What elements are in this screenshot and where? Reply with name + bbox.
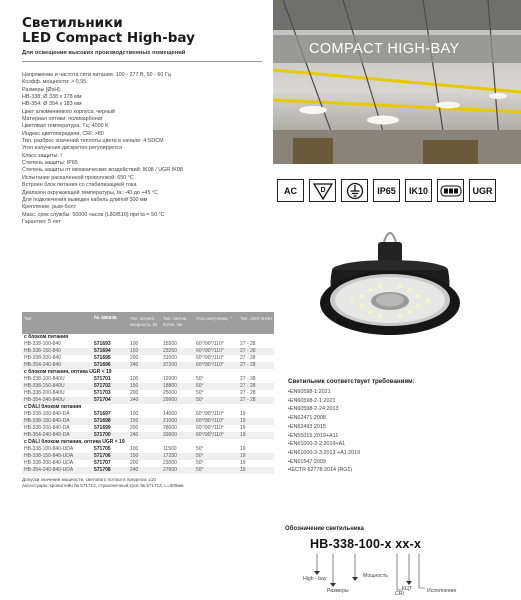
- standard-item: •IECTR 62778:2014 (RG1): [288, 467, 353, 474]
- table-group-row: [22, 369, 274, 376]
- cell-order-no: 571695: [94, 355, 111, 361]
- spec-line: Цвет алюминиевого корпуса: черный: [22, 108, 115, 115]
- table-row: [22, 397, 274, 404]
- cell-flux: 33600: [161, 432, 194, 439]
- cell-type: HB-338-100-840-DA: [24, 411, 70, 417]
- ac-icon: AC: [277, 179, 304, 202]
- d-mark-icon: [309, 179, 336, 202]
- standard-item: •EN55015:2019+A11: [288, 432, 339, 439]
- cell-type: HB-338-150-840-UDA: [22, 453, 92, 460]
- cell-flux: 23250: [161, 348, 194, 355]
- cell-flux: 23000: [163, 460, 177, 466]
- table-row: [22, 376, 274, 383]
- col-order-no: № заказа: [94, 315, 117, 321]
- table-body: [22, 334, 274, 474]
- spec-line: Угол излучения дискретно регулируется: [22, 145, 123, 152]
- table-header-row: [22, 312, 274, 334]
- table-group-row: [22, 439, 274, 446]
- label-cri: CRI: [395, 591, 404, 597]
- spec-line: Индекс цветопередачи, CRI: >80: [22, 130, 104, 137]
- cell-type: HB-354-240-840-DA: [22, 432, 92, 439]
- page-title: Светильники: [22, 15, 123, 31]
- cell-type: HB-338-150-840: [22, 348, 92, 355]
- standards-list: [288, 378, 518, 475]
- col-flux: Тип. светов. поток, лм: [163, 316, 188, 327]
- standard-item: •EN60598-2-1:2021: [288, 397, 336, 404]
- cell-power: 240: [128, 467, 161, 474]
- group-title: с блоком питания: [24, 334, 69, 340]
- cell-order-no: 571701: [94, 376, 111, 382]
- cell-angle: 60°/90°/110°: [194, 432, 238, 439]
- highbay-fixture-illustration: [300, 220, 480, 375]
- cell-ugr: 19: [240, 446, 246, 452]
- ip65-icon: IP65: [373, 179, 400, 202]
- table-row: [22, 467, 274, 474]
- cell-power: 200: [130, 425, 139, 431]
- product-table-grid: [22, 312, 274, 474]
- table-group-row: [22, 334, 274, 341]
- cell-power: 200: [130, 355, 139, 361]
- standard-item: •EN61547:2009: [288, 458, 326, 465]
- spec-list: [22, 72, 272, 226]
- table-group-row: [22, 404, 274, 411]
- spec-line: Напряжение и частота сети питания: 100 - 277 В, 50 - 60 Гц: [22, 72, 171, 78]
- tolerance-note: Допуски значения мощности, светового потока в пределах ±10: [22, 477, 156, 482]
- cell-flux: 29900: [161, 397, 194, 404]
- label-dimensions: Размеры: [327, 588, 349, 594]
- page-subtitle: Для освещения высоких производственных помещений: [22, 50, 186, 56]
- svg-text:D: D: [319, 186, 326, 194]
- cell-order-no: 571704: [92, 397, 128, 404]
- standard-item: •EN61000-3-3:2013 +A1:2019: [288, 449, 361, 456]
- group-title: с блоком питания, оптика UGR < 19: [24, 369, 112, 375]
- cell-angle: 50°: [196, 390, 204, 396]
- cell-angle: 50°: [194, 383, 238, 390]
- cell-order-no: 571696: [92, 362, 128, 369]
- spec-line: Цветовая температура, Tц: 4000 K: [22, 123, 109, 130]
- designation-code: HB-338-100-x xx-x: [310, 537, 422, 551]
- cell-angle: 60°/90°/110°: [194, 362, 238, 369]
- cell-order-no: 571703: [94, 390, 111, 396]
- col-power: Тип. потреб. мощность, Вт: [130, 316, 158, 327]
- cell-flux: 17250: [161, 453, 194, 460]
- spec-line: Степень защиты от механических воздействий: IK08 / UGR IK08: [22, 167, 183, 174]
- cell-flux: 15500: [163, 341, 177, 347]
- cell-order-no: 571699: [94, 425, 111, 431]
- table-row: [22, 362, 274, 369]
- spec-line: Испытание раскаленной проволокой: 650 °C: [22, 174, 134, 181]
- cell-power: 150: [128, 348, 161, 355]
- cell-power: 100: [130, 341, 139, 347]
- cell-angle: 60°/90°/110°: [194, 348, 238, 355]
- hero-banner-text: COMPACT HIGH-BAY: [309, 41, 460, 57]
- cell-order-no: 571694: [92, 348, 128, 355]
- cell-angle: 60°/90°/110°: [194, 418, 238, 425]
- cell-ugr: 27 - 28: [240, 341, 256, 347]
- label-version: Исполнение: [427, 588, 457, 594]
- standard-item: •EN60598-1:2021: [288, 389, 331, 395]
- spec-line: Тип. разброс значений теплоты цвета в начале: 4 SDCM: [22, 138, 164, 145]
- cell-power: 100: [130, 446, 139, 452]
- ik10-icon: IK10: [405, 179, 432, 202]
- cell-ugr: 27 - 28: [240, 355, 256, 361]
- cell-order-no: 571702: [92, 383, 128, 390]
- cell-type: HB-338-200-840-DA: [24, 425, 70, 431]
- spec-line: Степень защиты: IP65: [22, 160, 78, 167]
- cell-power: 200: [130, 390, 139, 396]
- cell-order-no: 571698: [92, 418, 128, 425]
- col-ugr: Тип. UGR 4H8H: [240, 316, 272, 321]
- title-block: [22, 16, 262, 62]
- cell-ugr: 27 - 28: [238, 397, 274, 404]
- table-row: [22, 446, 274, 453]
- spec-line: Коэфф. мощности: > 0,95: [22, 79, 87, 86]
- spec-line: Для подключения выведен кабель длиной 300 мм: [22, 196, 148, 203]
- cell-order-no: 571700: [92, 432, 128, 439]
- cell-ugr: 27 - 28: [238, 383, 274, 390]
- hero-photo: [273, 0, 521, 164]
- cell-angle: 60°/90°/110°: [196, 425, 224, 431]
- cell-power: 150: [128, 418, 161, 425]
- spec-line: HB-354: Ø 354 x 183 мм: [22, 101, 82, 108]
- cell-ugr: 27 - 28: [240, 376, 256, 382]
- cell-ugr: 27 - 28: [238, 348, 274, 355]
- cell-type: HB-354-240-840U: [22, 397, 92, 404]
- cell-flux: 14000: [163, 411, 177, 417]
- cell-power: 200: [130, 460, 139, 466]
- cell-power: 150: [128, 453, 161, 460]
- cell-type: HB-338-200-840U: [24, 390, 65, 396]
- cell-type: HB-338-150-840-DA: [22, 418, 92, 425]
- cell-ugr: 19: [238, 432, 274, 439]
- table-row: [22, 432, 274, 439]
- label-high-bay: High - bay: [303, 576, 327, 582]
- cell-power: 240: [128, 432, 161, 439]
- cell-flux: 37200: [161, 362, 194, 369]
- cell-ugr: 19: [238, 418, 274, 425]
- eac-mark-icon: [437, 179, 464, 202]
- group-title: с DALI блоком питания, оптика UGR < 19: [24, 439, 125, 445]
- table-row: [22, 383, 274, 390]
- cell-power: 240: [128, 362, 161, 369]
- spec-line: Диапазон окружающей температуры, ta: -40 до +45 °C: [22, 189, 159, 196]
- title-divider: [22, 61, 262, 62]
- standard-item: •EN62471:2008: [288, 415, 326, 422]
- table-row: [22, 341, 274, 348]
- cell-angle: 50°: [194, 397, 238, 404]
- table-row: [22, 348, 274, 355]
- spec-line: Макс. срок службы: 50000 часов (L80/B10) при ta = 50 °C: [22, 211, 165, 218]
- spec-line: HB-338: Ø 338 x 178 мм: [22, 94, 82, 101]
- cell-ugr: 19: [240, 460, 246, 466]
- cell-ugr: 27 - 28: [238, 362, 274, 369]
- table-notes: [22, 477, 274, 489]
- spec-line: Гарантия: 5 лет: [22, 218, 61, 225]
- cell-ugr: 19: [238, 467, 274, 474]
- cell-type: HB-338-100-840-UDA: [24, 446, 74, 452]
- spec-line: Крепление: рым-болт: [22, 204, 77, 211]
- designation-diagram: [285, 526, 515, 596]
- cell-angle: 50°: [196, 376, 204, 382]
- designation-title: Обозначение светильника: [285, 526, 364, 532]
- cell-type: HB-338-100-840U: [24, 376, 65, 382]
- cell-angle: 60°/90°/110°: [196, 411, 224, 417]
- cell-flux: 28000: [163, 425, 177, 431]
- col-type: Тип: [24, 316, 32, 321]
- cell-angle: 50°: [194, 453, 238, 460]
- cell-power: 150: [128, 383, 161, 390]
- cell-flux: 31000: [163, 355, 177, 361]
- cell-ugr: 19: [238, 453, 274, 460]
- col-angle: Угол излучения, °: [196, 316, 232, 321]
- product-table: [22, 312, 274, 489]
- ugr-icon: UGR: [469, 179, 496, 202]
- cell-angle: 50°: [194, 467, 238, 474]
- table-row: [22, 418, 274, 425]
- table-row: [22, 425, 274, 432]
- cell-order-no: 571697: [94, 411, 111, 417]
- table-row: [22, 411, 274, 418]
- cell-order-no: 571708: [92, 467, 128, 474]
- cell-flux: 21000: [161, 418, 194, 425]
- product-series-title: LED Compact High-bay: [22, 30, 195, 46]
- cell-order-no: 571693: [94, 341, 111, 347]
- table-row: [22, 453, 274, 460]
- cell-flux: 12000: [163, 376, 177, 382]
- label-power: Мощность: [363, 573, 388, 579]
- table-row: [22, 460, 274, 467]
- cell-flux: 11500: [163, 446, 177, 452]
- cell-power: 100: [130, 411, 139, 417]
- cell-order-no: 571707: [94, 460, 111, 466]
- cell-power: 100: [130, 376, 139, 382]
- spec-line: Класс защиты: I: [22, 152, 62, 159]
- standard-item: •EN61000-3-2:2019+A1: [288, 441, 346, 448]
- standard-item: •EN62493:2015: [288, 423, 326, 430]
- cell-flux: 18800: [161, 383, 194, 390]
- cell-angle: 50°: [196, 446, 204, 452]
- table-row: [22, 355, 274, 362]
- group-title: с DALI блоком питания: [24, 404, 82, 410]
- hero-banner: [273, 35, 521, 63]
- cell-ugr: 27 - 28: [240, 390, 256, 396]
- certification-icons: [277, 179, 496, 202]
- cell-angle: 60°/90°/110°: [196, 341, 224, 347]
- cell-type: HB-338-100-840: [24, 341, 61, 347]
- spec-line: Встроен блок питания со стабилизацией тока: [22, 182, 137, 189]
- cell-type: HB-354-240-840: [22, 362, 92, 369]
- cell-flux: 27600: [161, 467, 194, 474]
- designation-lines: [285, 526, 515, 596]
- cell-type: HB-354-240-840-UDA: [22, 467, 92, 474]
- label-cct: КЦТ: [402, 586, 413, 592]
- cell-ugr: 19: [240, 425, 246, 431]
- cell-flux: 25000: [163, 390, 177, 396]
- table-row: [22, 390, 274, 397]
- accessories-note: Аксессуары: кронштейн № 571712, страховочный трос № 571713, L=300мм: [22, 483, 184, 489]
- standard-item: •EN60598-2-24:2013: [288, 406, 339, 413]
- cell-type: HB-338-200-840-UDA: [24, 460, 74, 466]
- cell-power: 240: [128, 397, 161, 404]
- standards-title: Светильник соответствует требованиям:: [288, 378, 415, 385]
- cell-type: HB-338-200-840: [24, 355, 61, 361]
- cell-order-no: 571705: [94, 446, 111, 452]
- cell-type: HB-338-150-840U: [22, 383, 92, 390]
- cell-angle: 60°/90°/110°: [196, 355, 224, 361]
- ground-icon: [341, 179, 368, 202]
- cell-angle: 50°: [196, 460, 204, 466]
- spec-line: Размеры [ØxH]:: [22, 86, 62, 93]
- spec-line: Материал оптики: поликарбонат: [22, 116, 104, 123]
- cell-order-no: 571706: [92, 453, 128, 460]
- cell-ugr: 19: [240, 411, 246, 417]
